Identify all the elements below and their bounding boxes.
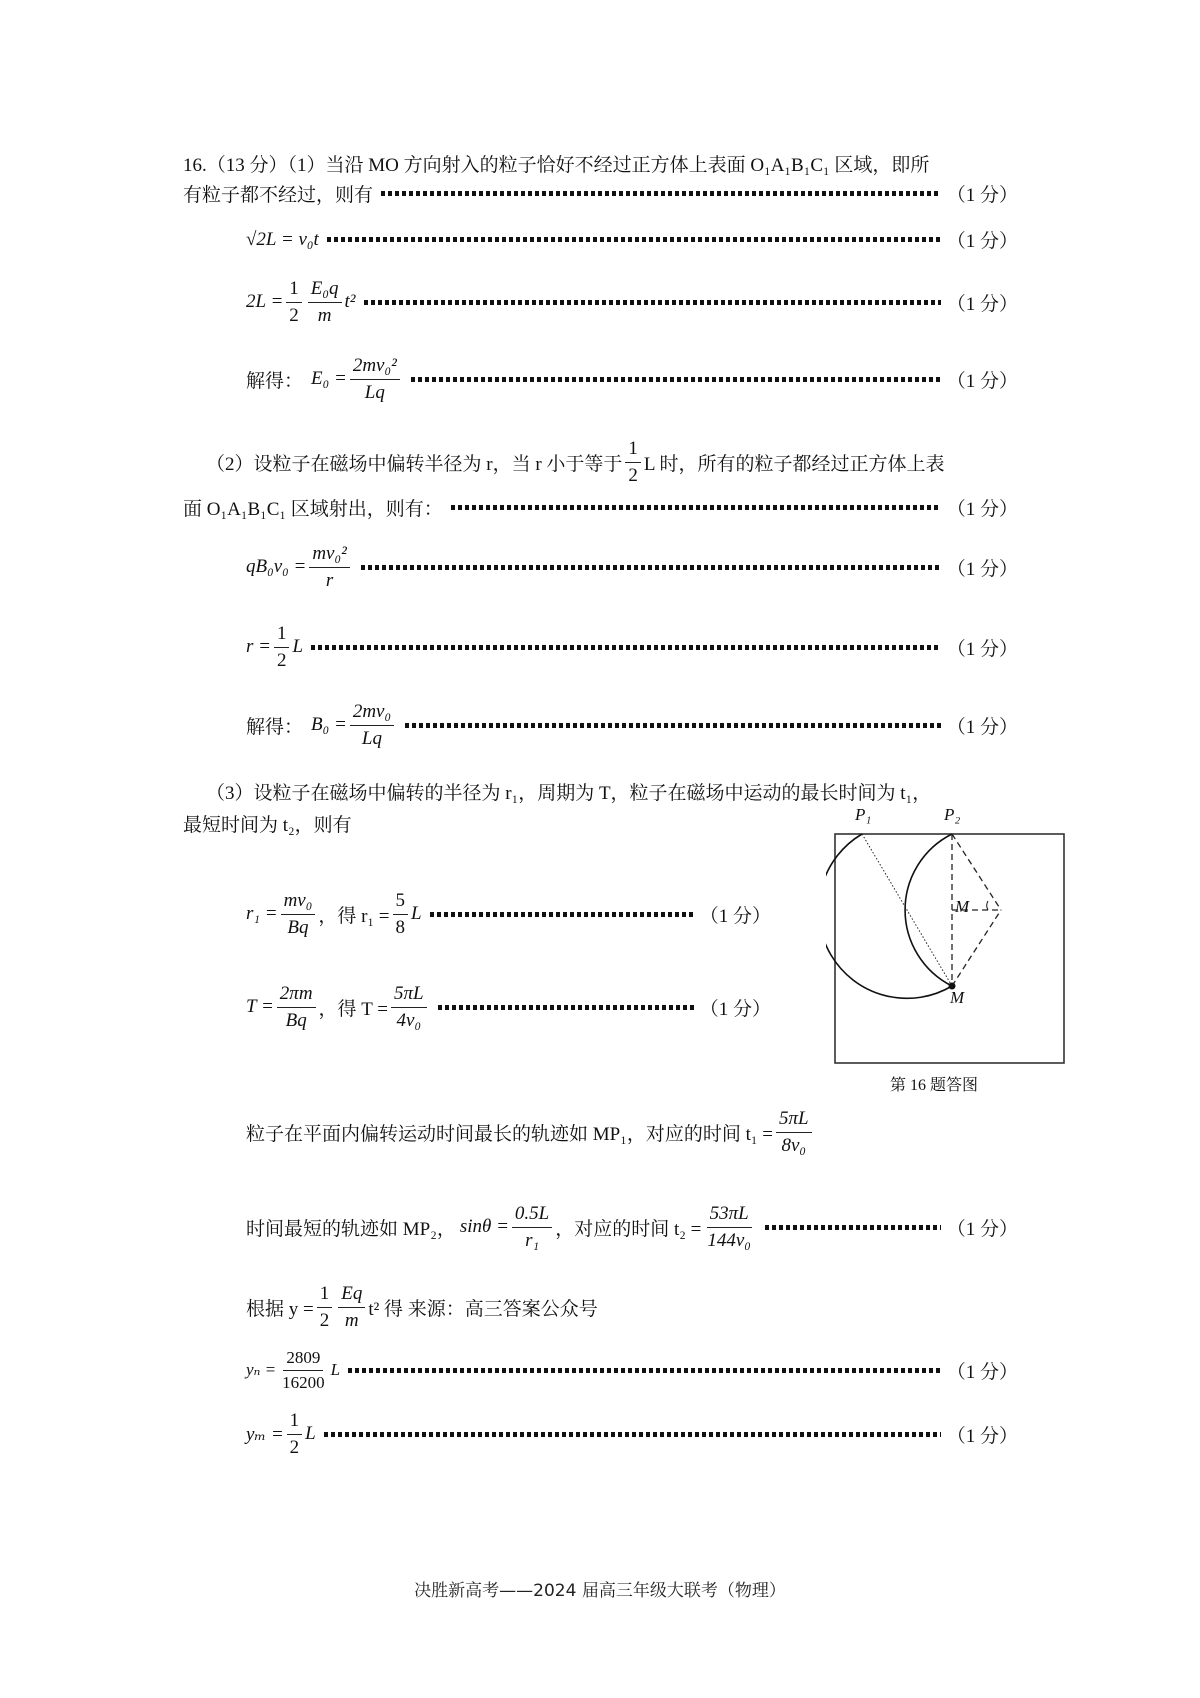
fraction-numerator: 53πL <box>707 1203 752 1228</box>
fraction-denominator: 8v₀ <box>781 1134 807 1156</box>
score-label: （1 分） <box>699 998 771 1020</box>
equation-sqrt2L <box>246 226 1018 253</box>
equation-lhs: T = <box>246 996 274 1018</box>
leader-dots <box>405 723 941 728</box>
fraction-denominator: 4v₀ <box>396 1009 422 1031</box>
score-label: （1 分） <box>946 1425 1018 1447</box>
chord-MP1 <box>862 834 952 986</box>
cube-top-face-square <box>835 834 1064 1063</box>
t2-text: 时间最短的轨迹如 MP₂， <box>246 1218 456 1240</box>
fraction <box>350 701 394 750</box>
fraction <box>393 890 409 939</box>
equation-lhs: B₀ = <box>311 714 347 736</box>
part2-text: 面 O₁A₁B₁C₁ 区域射出，则有： <box>183 499 443 520</box>
part1-intro-text: 有粒子都不经过，则有 <box>183 185 374 206</box>
part2-text-a: （2）设粒子在磁场中偏转半径为 r，当 r 小于等于 <box>206 453 623 475</box>
fraction <box>281 890 316 939</box>
part3-line1: （3）设粒子在磁场中偏转的半径为 r₁，周期为 T，粒子在磁场中运动的最长时间为 t₁， <box>206 783 932 804</box>
leader-dots <box>348 1368 941 1373</box>
fraction <box>274 623 290 672</box>
score-label: （1 分） <box>946 638 1018 660</box>
score-label: （1 分） <box>699 905 771 927</box>
fraction <box>287 1410 303 1459</box>
equation-prefix: 解得： <box>246 370 304 392</box>
equation-ym <box>246 1410 1018 1459</box>
equation-2L <box>246 278 1018 327</box>
part2-line2 <box>183 494 1018 521</box>
fraction-denominator: Lq <box>364 381 385 403</box>
part2-line1 <box>206 438 945 487</box>
fraction <box>512 1203 552 1252</box>
fraction-numerator: E₀q <box>308 278 342 303</box>
fraction <box>279 1348 328 1392</box>
fraction-denominator: 16200 <box>282 1372 325 1392</box>
fraction-numerator: mv₀² <box>309 543 349 568</box>
score-label: （1 分） <box>946 370 1018 392</box>
fraction-denominator: 2 <box>319 1309 330 1331</box>
equation-r <box>246 623 1018 672</box>
leader-dots <box>430 912 694 917</box>
equation-prefix: 解得： <box>246 716 304 738</box>
fraction <box>317 1283 333 1332</box>
t1-text: 粒子在平面内偏转运动时间最长的轨迹如 MP₁，对应的时间 t₁ = <box>246 1123 773 1145</box>
t2-mid: ，对应的时间 t₂ = <box>555 1218 702 1240</box>
fraction-denominator: m <box>344 1309 359 1331</box>
equation-r1 <box>246 890 771 939</box>
equation-tail: L <box>305 1423 316 1445</box>
fraction <box>776 1108 812 1157</box>
equation-lhs: qB₀v₀ = <box>246 556 307 578</box>
fraction-numerator: Eq <box>338 1283 365 1308</box>
fraction-numerator: 1 <box>625 438 641 463</box>
fraction-denominator: Lq <box>361 727 382 749</box>
fraction-denominator: 144v₀ <box>707 1229 751 1251</box>
fraction-denominator: m <box>317 304 332 326</box>
fraction-numerator: 1 <box>287 1410 303 1435</box>
equation-tail: L <box>292 636 304 658</box>
leader-dots <box>765 1225 941 1230</box>
equation-lhs: r = <box>246 636 271 658</box>
fraction-numerator: 5πL <box>776 1108 812 1133</box>
fraction <box>286 278 302 327</box>
fraction-denominator: 2 <box>276 649 287 671</box>
equation-T <box>246 983 771 1032</box>
fraction-numerator: 1 <box>274 623 290 648</box>
score-label: （1 分） <box>946 293 1018 315</box>
equation-tail: L <box>411 903 422 925</box>
trajectory-arc-MP2 <box>905 834 952 986</box>
equation-B0 <box>246 701 1018 750</box>
y-formula-line <box>246 1283 598 1332</box>
fraction <box>338 1283 365 1332</box>
page-footer: 决胜新高考——2024 届高三年级大联考（物理） <box>414 1581 786 1601</box>
fraction <box>277 983 316 1032</box>
fraction-numerator: 2mv₀² <box>350 355 400 380</box>
angle-theta-mark <box>987 901 988 910</box>
fraction-denominator: 2 <box>289 304 299 326</box>
t2-line <box>246 1203 1018 1252</box>
fraction <box>308 278 342 327</box>
leader-dots <box>364 300 941 305</box>
leader-dots <box>327 237 941 242</box>
fraction-numerator: 2mv₀ <box>350 701 394 726</box>
fraction-numerator: 2809 <box>283 1348 323 1371</box>
fraction-denominator: Bq <box>285 1009 307 1031</box>
fraction-numerator: 5 <box>393 890 409 915</box>
fraction-numerator: 2πm <box>277 983 316 1008</box>
equation-yn <box>246 1348 1018 1392</box>
leader-dots <box>311 645 941 650</box>
equation-lhs: 2L = <box>246 291 284 313</box>
score-label: （1 分） <box>946 499 1018 520</box>
equation-qB0v0 <box>246 543 1018 592</box>
label-M-center: M <box>955 897 970 916</box>
score-label: （1 分） <box>946 558 1018 580</box>
equation-tail: t² <box>344 291 356 313</box>
y-tail: t² 得 来源：高三答案公众号 <box>368 1298 598 1320</box>
fraction-denominator: 8 <box>395 916 406 938</box>
equation-lhs: E₀ = <box>311 368 347 390</box>
part3-line2: 最短时间为 t₂，则有 <box>183 815 352 836</box>
equation-text: √2L = v₀t <box>246 228 319 250</box>
label-P2: P₂ <box>944 805 961 824</box>
fraction-numerator: 0.5L <box>512 1203 552 1228</box>
sin-theta: sinθ = <box>459 1216 509 1238</box>
score-label: （1 分） <box>946 1218 1018 1240</box>
leader-dots <box>324 1432 941 1437</box>
part2-text-b: L 时，所有的粒子都经过正方体上表 <box>643 453 945 475</box>
fraction-numerator: mv₀ <box>281 890 316 915</box>
score-label: （1 分） <box>946 716 1018 738</box>
fraction <box>309 543 349 592</box>
fraction-denominator: 2 <box>628 464 638 486</box>
equation-mid: ，得 T = <box>318 998 389 1020</box>
part1-intro-line1: 16.（13 分）（1）当沿 MO 方向射入的粒子恰好不经过正方体上表面 O₁A₁B₁C₁ 区域，即所 <box>183 155 930 176</box>
equation-E0 <box>246 355 1018 404</box>
leader-dots <box>438 1005 694 1010</box>
t1-line <box>246 1108 815 1157</box>
leader-dots <box>381 191 941 196</box>
equation-mid: ，得 r₁ = <box>318 905 390 927</box>
y-prefix: 根据 y = <box>246 1298 314 1320</box>
leader-dots <box>361 565 941 570</box>
fraction-numerator: 1 <box>286 278 302 303</box>
leader-dots <box>451 505 941 510</box>
score-label: （1 分） <box>946 1361 1018 1383</box>
fraction-denominator: 2 <box>289 1436 300 1458</box>
fraction-denominator: Bq <box>287 916 309 938</box>
fraction-denominator: r₁ <box>525 1229 540 1251</box>
score-label: （1 分） <box>946 231 1018 252</box>
leader-dots <box>411 377 941 382</box>
fraction <box>391 983 427 1032</box>
fraction <box>625 438 641 487</box>
score-label: （1 分） <box>946 185 1018 206</box>
fraction-numerator: 5πL <box>391 983 427 1008</box>
fraction-numerator: 1 <box>317 1283 333 1308</box>
part1-intro-line2 <box>183 180 1018 207</box>
equation-lhs: r₁ = <box>246 903 278 925</box>
fraction <box>350 355 400 404</box>
radius-line-bottom <box>952 910 1001 986</box>
fraction-denominator: r <box>325 569 334 591</box>
label-P1: P₁ <box>855 805 872 824</box>
equation-lhs: yₙ = <box>246 1360 277 1380</box>
equation-tail: L <box>330 1360 341 1380</box>
figure-caption: 第 16 题答图 <box>890 1077 979 1094</box>
label-M: M <box>950 988 965 1007</box>
equation-lhs: yₘ = <box>246 1423 284 1445</box>
fraction <box>704 1203 754 1252</box>
figure-16-diagram <box>826 812 1070 1074</box>
